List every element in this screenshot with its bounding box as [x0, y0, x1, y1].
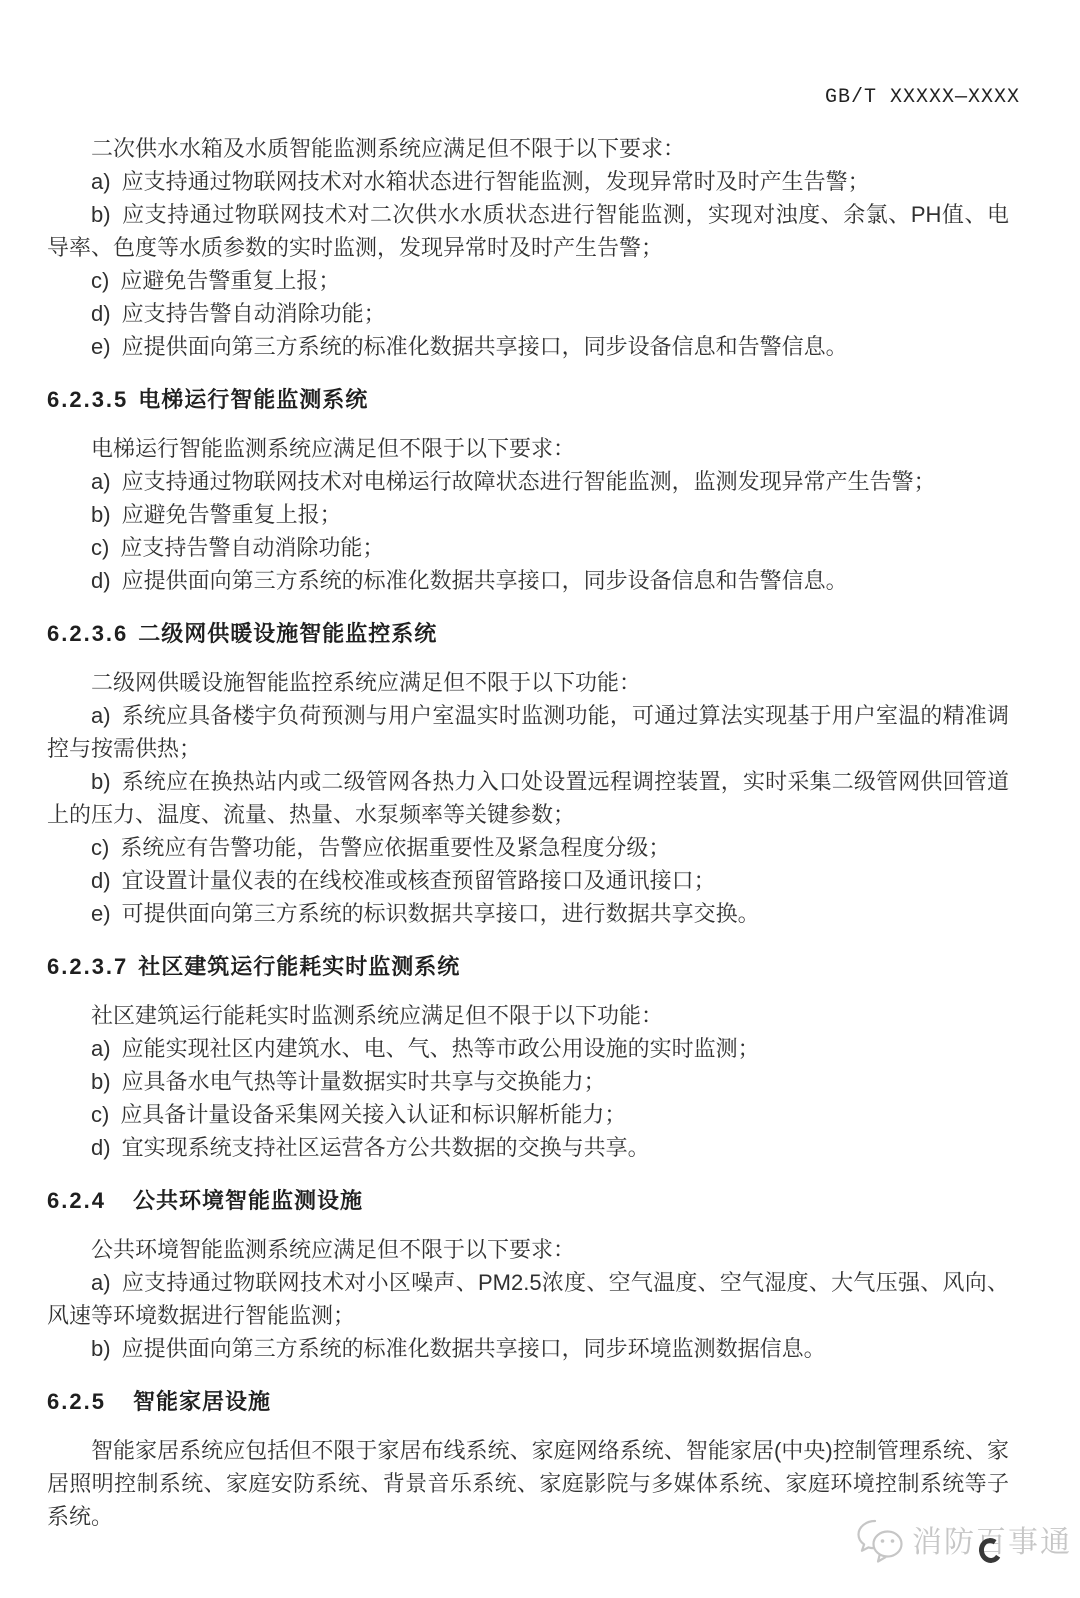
section-number: 6.2.3.7	[47, 954, 129, 979]
list-item	[47, 330, 1009, 363]
section-heading	[47, 950, 1009, 983]
item-label: a)	[91, 703, 111, 728]
list-item	[47, 1065, 1009, 1098]
item-label: b)	[91, 502, 111, 527]
list-item	[47, 699, 1009, 765]
item-text: 可提供面向第三方系统的标识数据共享接口，进行数据共享交换。	[121, 901, 760, 926]
item-text: 应支持告警自动消除功能；	[120, 535, 385, 560]
item-label: e)	[91, 334, 111, 359]
paragraph: 二级网供暖设施智能监控系统应满足但不限于以下功能：	[91, 670, 642, 695]
item-label: a)	[91, 1036, 111, 1061]
list-item	[47, 831, 1009, 864]
item-label: a)	[91, 169, 111, 194]
item-text: 系统应具备楼宇负荷预测与用户室温实时监测功能，可通过算法实现基于用户室温的精准调控与按需供热；	[47, 703, 1009, 761]
item-label: c)	[91, 268, 110, 293]
item-text: 应避免告警重复上报；	[120, 268, 341, 293]
list-item	[47, 1131, 1009, 1164]
chat-bubbles-icon	[854, 1516, 906, 1569]
item-text: 宜实现系统支持社区运营各方公共数据的交换与共享。	[121, 1135, 650, 1160]
item-text: 系统应有告警功能，告警应依据重要性及紧急程度分级；	[120, 835, 671, 860]
list-item	[47, 564, 1009, 597]
list-item	[47, 864, 1009, 897]
section-number: 6.2.4	[47, 1188, 106, 1213]
item-text: 系统应在换热站内或二级管网各热力入口处设置远程调控装置，实时采集二级管网供回管道上的压力、温度、流量、热量、水泵频率等关键参数；	[47, 769, 1009, 827]
section-number: 6.2.5	[47, 1389, 106, 1414]
paragraph: 二次供水水箱及水质智能监测系统应满足但不限于以下要求：	[91, 136, 686, 161]
list-item	[47, 897, 1009, 930]
document-header	[825, 86, 1020, 109]
watermark	[854, 1516, 1072, 1569]
item-text: 应支持通过物联网技术对电梯运行故障状态进行智能监测，监测发现异常产生告警；	[121, 469, 936, 494]
list-item	[47, 1332, 1009, 1365]
paragraph: 智能家居系统应包括但不限于家居布线系统、家庭网络系统、智能家居(中央)控制管理系统、家居照明控制系统、家庭安防系统、背景音乐系统、家庭影院与多媒体系统、家庭环境控制系统等子系统。	[47, 1438, 1009, 1529]
section-number: 6.2.3.6	[47, 621, 129, 646]
section-heading	[47, 617, 1009, 650]
item-text: 应支持通过物联网技术对小区噪声、PM2.5浓度、空气温度、空气湿度、大气压强、风向、风速等环境数据进行智能监测；	[47, 1270, 1009, 1328]
list-item	[47, 498, 1009, 531]
item-label: d)	[91, 301, 111, 326]
list-item	[47, 297, 1009, 330]
section-heading	[47, 1184, 1009, 1217]
list-item	[47, 165, 1009, 198]
list-item	[47, 1032, 1009, 1065]
list-item	[47, 264, 1009, 297]
item-text: 应支持告警自动消除功能；	[121, 301, 386, 326]
item-text: 应具备计量设备采集网关接入认证和标识解析能力；	[120, 1102, 627, 1127]
item-label: c)	[91, 535, 110, 560]
list-item	[47, 1098, 1009, 1131]
item-label: a)	[91, 1270, 111, 1295]
item-label: c)	[91, 835, 110, 860]
item-text: 应提供面向第三方系统的标准化数据共享接口，同步设备信息和告警信息。	[121, 334, 848, 359]
section-title: 社区建筑运行能耗实时监测系统	[138, 954, 461, 979]
section-heading	[47, 1385, 1009, 1418]
list-item	[47, 198, 1009, 264]
item-label: b)	[91, 769, 111, 794]
section-number: 6.2.3.5	[47, 387, 129, 412]
paragraph: 电梯运行智能监测系统应满足但不限于以下要求：	[91, 436, 576, 461]
standard-number: GB/T XXXXX—XXXX	[824, 86, 1020, 109]
section-title: 二级网供暖设施智能监控系统	[138, 621, 438, 646]
item-text: 应能实现社区内建筑水、电、气、热等市政公用设施的实时监测；	[121, 1036, 760, 1061]
item-label: e)	[91, 901, 111, 926]
section-heading	[47, 383, 1009, 416]
section-title: 智能家居设施	[133, 1389, 272, 1414]
item-label: c)	[91, 1102, 110, 1127]
item-text: 应支持通过物联网技术对水箱状态进行智能监测，发现异常时及时产生告警；	[121, 169, 870, 194]
section-title: 公共环境智能监测设施	[133, 1188, 364, 1213]
watermark-label: 消防百事通	[912, 1525, 1072, 1559]
list-item	[47, 531, 1009, 564]
item-text: 应具备水电气热等计量数据实时共享与交换能力；	[121, 1069, 606, 1094]
list-item	[47, 465, 1009, 498]
item-label: d)	[91, 868, 111, 893]
item-label: b)	[91, 202, 111, 227]
item-text: 应提供面向第三方系统的标准化数据共享接口，同步设备信息和告警信息。	[121, 568, 848, 593]
item-label: b)	[91, 1336, 111, 1361]
list-item	[47, 765, 1009, 831]
paragraph: 公共环境智能监测系统应满足但不限于以下要求：	[91, 1237, 576, 1262]
list-item	[47, 1266, 1009, 1332]
item-text: 宜设置计量仪表的在线校准或核查预留管路接口及通讯接口；	[121, 868, 716, 893]
item-text: 应避免告警重复上报；	[121, 502, 342, 527]
section-title: 电梯运行智能监测系统	[138, 387, 369, 412]
item-label: d)	[91, 568, 111, 593]
document-body	[47, 132, 1009, 1533]
paragraph: 社区建筑运行能耗实时监测系统应满足但不限于以下功能：	[91, 1003, 664, 1028]
item-label: a)	[91, 469, 111, 494]
item-label: b)	[91, 1069, 111, 1094]
item-text: 应提供面向第三方系统的标准化数据共享接口，同步环境监测数据信息。	[121, 1336, 826, 1361]
item-text: 应支持通过物联网技术对二次供水水质状态进行智能监测，实现对浊度、余氯、PH值、电导率、色度等水质参数的实时监测，发现异常时及时产生告警；	[47, 202, 1009, 260]
item-label: d)	[91, 1135, 111, 1160]
